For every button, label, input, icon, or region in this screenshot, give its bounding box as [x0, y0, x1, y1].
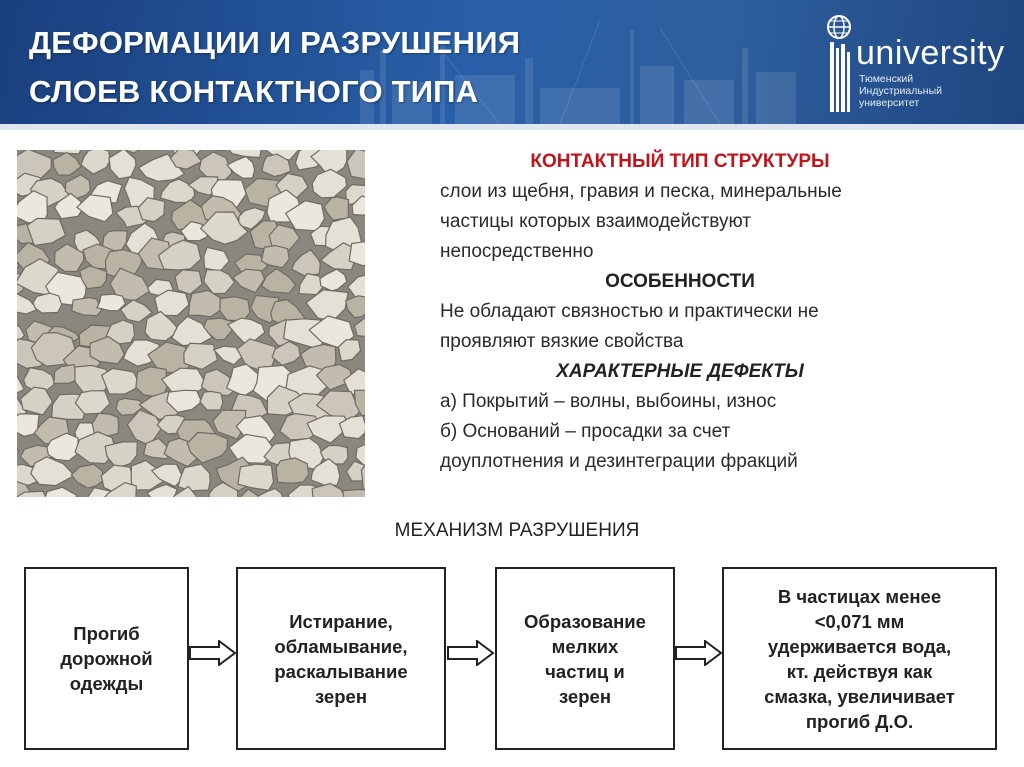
- gravel-stone: [312, 169, 347, 198]
- gravel-stone: [320, 269, 347, 291]
- globe-icon: [826, 14, 852, 40]
- step-line: Образование: [524, 610, 646, 632]
- gravel-stone: [354, 317, 365, 337]
- logo-subtitle-2: Индустриальный: [859, 85, 943, 97]
- gravel-stone: [160, 179, 195, 202]
- slide-title-line-1: ДЕФОРМАЦИИ И РАЗРУШЕНИЯ: [29, 25, 521, 60]
- gravel-stone: [225, 150, 261, 158]
- gravel-stone: [53, 152, 81, 175]
- gravel-stone: [71, 464, 103, 488]
- arrow-right-icon: [447, 640, 495, 666]
- step-line: раскалывание: [274, 660, 408, 682]
- logo-subtitle-1: Тюменский: [859, 73, 914, 85]
- text-line: частицы которых взаимодействуют: [440, 211, 751, 232]
- gravel-stone: [343, 489, 365, 497]
- gravel-stone: [220, 297, 250, 321]
- gravel-stone: [27, 218, 65, 245]
- flow-step-4: [722, 567, 997, 750]
- mechanism-title: МЕХАНИЗМ РАЗРУШЕНИЯ: [394, 520, 640, 541]
- university-logo: [826, 14, 1016, 114]
- step-line: частиц и: [545, 660, 625, 682]
- step-line: кт. действуя как: [786, 660, 933, 682]
- slide-title-line-2: СЛОЕВ КОНТАКТНОГО ТИПА: [29, 74, 479, 109]
- gravel-stone: [102, 368, 141, 394]
- step-line: одежды: [69, 673, 144, 694]
- text-line: а) Покрытий – волны, выбоины, износ: [440, 391, 777, 412]
- text-line: б) Оснований – просадки за счет: [440, 421, 731, 442]
- gravel-stone: [228, 318, 265, 343]
- gravel-stone: [292, 250, 321, 276]
- text-line: доуплотнения и дезинтеграции фракций: [440, 451, 798, 472]
- gravel-stone: [105, 442, 137, 468]
- gravel-stone: [17, 439, 19, 462]
- flow-step-3: [495, 567, 675, 750]
- gravel-stone: [43, 487, 79, 497]
- logo-bars-icon: [830, 42, 852, 112]
- step-line: Прогиб: [73, 623, 140, 644]
- text-line: Не обладают связностью и практически не: [440, 301, 819, 322]
- text-line: проявляют вязкие свойства: [440, 331, 684, 352]
- gravel-stone: [324, 197, 348, 220]
- step-line: прогиб Д.О.: [805, 710, 914, 732]
- heading-contact-structure: КОНТАКТНЫЙ ТИП СТРУКТУРЫ: [530, 151, 830, 172]
- step-line: мелких: [551, 635, 619, 657]
- header-banner: [0, 0, 1024, 124]
- step-line: обламывание,: [274, 635, 408, 657]
- step-line: дорожной: [60, 648, 153, 669]
- flow-step-1: [24, 567, 189, 750]
- step-line: зерен: [314, 685, 367, 707]
- gravel-stone: [346, 296, 365, 318]
- gravel-stone: [109, 150, 136, 179]
- structure-description: [440, 147, 1000, 477]
- gravel-stone: [272, 341, 300, 365]
- gravel-stone: [178, 464, 210, 491]
- step-line: <0,071 мм: [814, 610, 905, 632]
- gravel-stone: [33, 293, 62, 313]
- gravel-stone: [349, 242, 365, 266]
- gravel-stone: [204, 247, 229, 271]
- arrow-right-icon: [675, 640, 723, 666]
- text-line: непосредственно: [440, 241, 594, 262]
- gravel-photo: [17, 150, 365, 497]
- arrow-right-icon: [189, 640, 237, 666]
- gravel-stone: [227, 156, 255, 178]
- gravel-stone: [200, 391, 223, 410]
- gravel-stone: [262, 269, 296, 294]
- step-line: В частицах менее: [777, 585, 942, 607]
- gravel-stone: [276, 458, 309, 483]
- header-divider: [0, 124, 1024, 130]
- step-line: смазка, увеличивает: [764, 685, 955, 707]
- gravel-stone: [77, 195, 113, 222]
- gravel-stone: [17, 373, 24, 397]
- step-line: Истирание,: [289, 610, 393, 632]
- gravel-stone: [175, 270, 202, 295]
- gravel-stone: [347, 150, 365, 182]
- text-line: слои из щебня, гравия и песка, минеральные: [440, 181, 842, 202]
- gravel-stone: [233, 269, 265, 292]
- flow-step-2: [236, 567, 446, 750]
- logo-subtitle-3: университет: [859, 97, 920, 109]
- heading-defects: ХАРАКТЕРНЫЕ ДЕФЕКТЫ: [556, 361, 804, 382]
- step-line: удерживается вода,: [767, 635, 952, 657]
- heading-features: ОСОБЕННОСТИ: [605, 271, 755, 292]
- gravel-stone: [97, 294, 125, 311]
- gravel-stone: [81, 150, 110, 174]
- logo-wordmark: university: [856, 34, 1005, 72]
- gravel-stone: [184, 343, 218, 369]
- step-line: зерен: [558, 685, 611, 707]
